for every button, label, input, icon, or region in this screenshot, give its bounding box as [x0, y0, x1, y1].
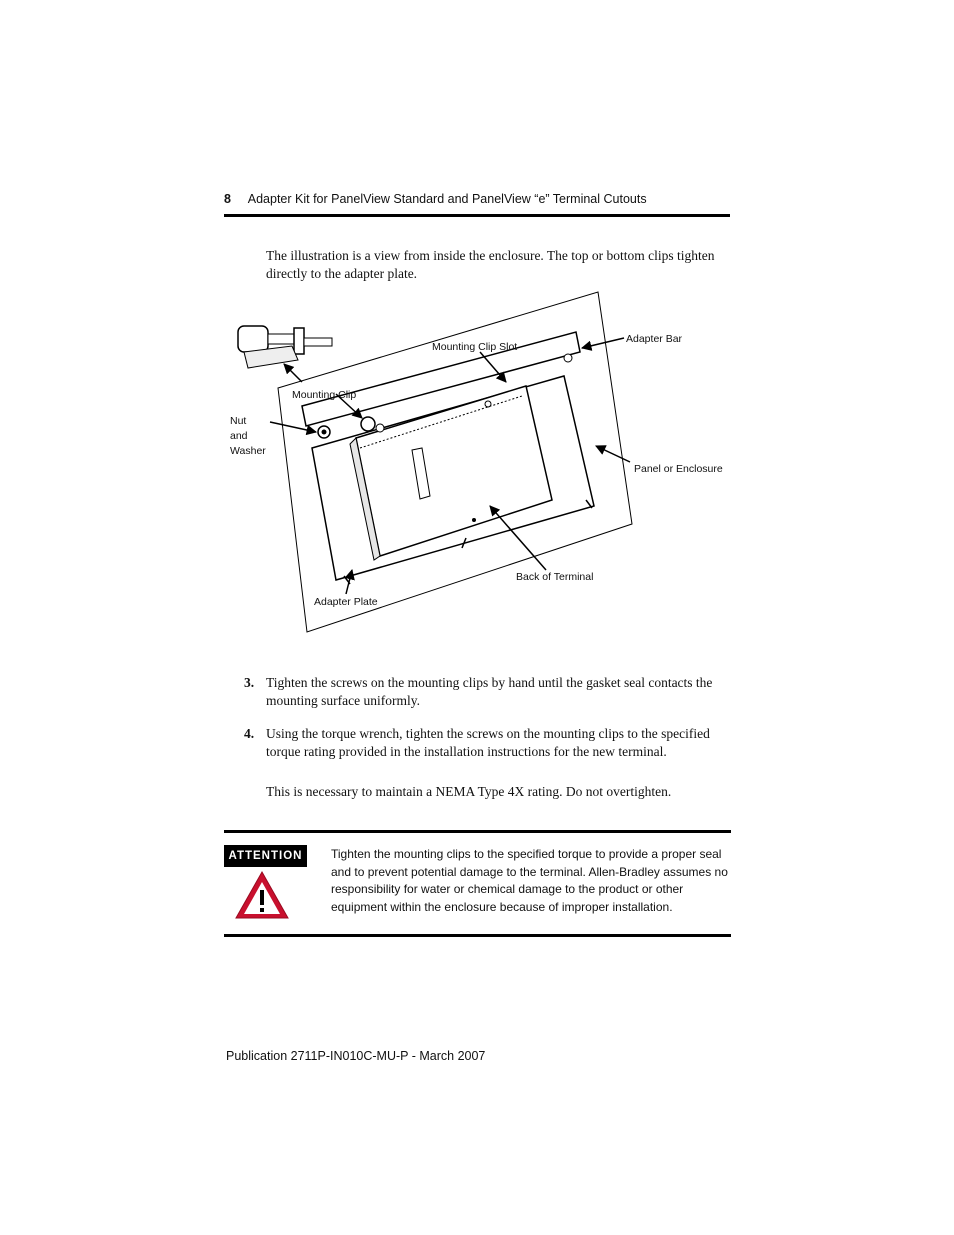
- step-text: Tighten the screws on the mounting clips by hand until the gasket seal contacts the mounting surface uniformly.: [266, 675, 713, 708]
- page-header-title: Adapter Kit for PanelView Standard and PanelView “e” Terminal Cutouts: [247, 192, 647, 206]
- label-mounting-clip-slot: Mounting Clip Slot: [432, 341, 518, 353]
- page-number: 8: [224, 192, 231, 206]
- attention-label: ATTENTION: [224, 845, 307, 867]
- attention-text: Tighten the mounting clips to the specified torque to provide a proper seal and to prevent potential damage to the terminal. Allen-Bradley assumes no responsibility for water or chemical damage to the product or other equipment within the enclosure because of improper installation.: [331, 847, 728, 914]
- warning-triangle-icon: [234, 870, 290, 920]
- label-back-of-terminal: Back of Terminal: [516, 571, 594, 583]
- step-3: [244, 674, 724, 709]
- attention-bottom-rule: [224, 934, 731, 937]
- label-nut: Nut: [230, 415, 247, 427]
- label-washer: Washer: [230, 445, 266, 457]
- publication-footer: Publication 2711P-IN010C-MU-P - March 2007: [226, 1049, 486, 1063]
- label-adapter-bar: Adapter Bar: [626, 333, 683, 345]
- step-number: 3.: [244, 675, 255, 690]
- step-text: Using the torque wrench, tighten the screws on the mounting clips to the specified torque rating provided in the installation instructions for the new terminal.: [266, 726, 710, 759]
- attention-top-rule: [224, 830, 731, 833]
- mounting-clip-detail: [238, 326, 332, 368]
- label-and: and: [230, 430, 248, 442]
- header-divider: [224, 214, 730, 217]
- nema-note: This is necessary to maintain a NEMA Type 4X rating. Do not overtighten.: [266, 784, 672, 799]
- page-header: [224, 192, 647, 206]
- step-4: [244, 725, 724, 760]
- step-number: 4.: [244, 726, 255, 741]
- adapter-kit-illustration: [226, 288, 746, 638]
- label-mounting-clip: Mounting Clip: [292, 389, 357, 401]
- intro-paragraph: The illustration is a view from inside the enclosure. The top or bottom clips tighten directly to the adapter plate.: [266, 248, 715, 281]
- label-adapter-plate: Adapter Plate: [314, 596, 378, 608]
- terminal-shape: [356, 386, 552, 556]
- label-panel-or-enclosure: Panel or Enclosure: [634, 463, 723, 475]
